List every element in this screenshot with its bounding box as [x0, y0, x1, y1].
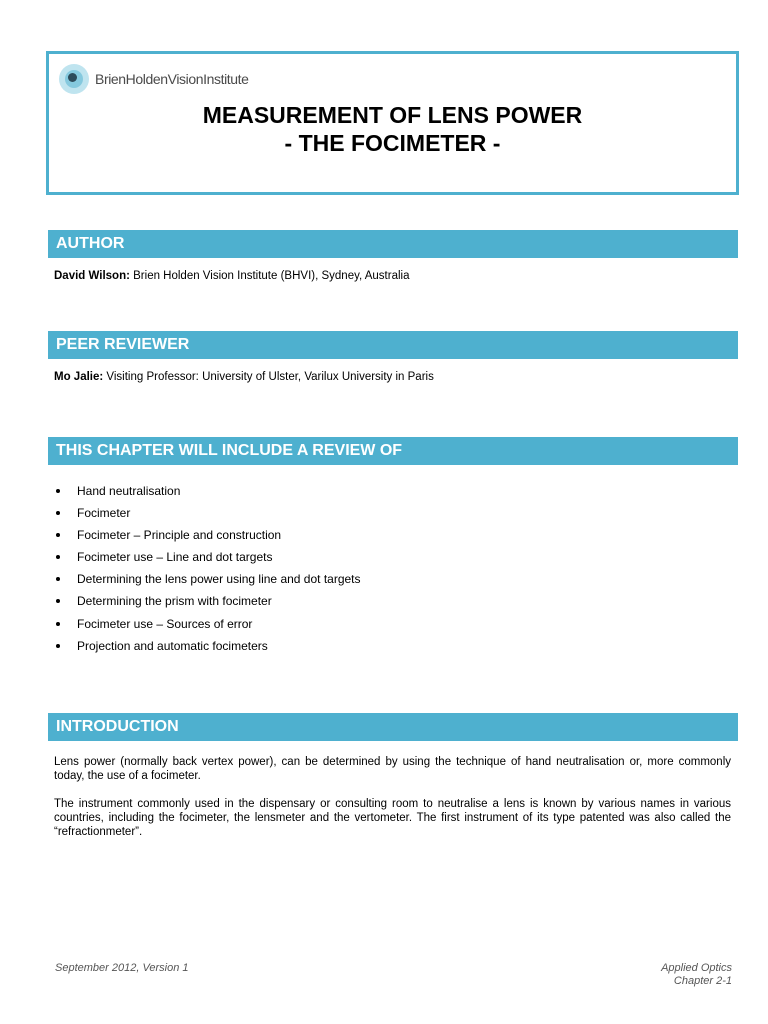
list-item: Hand neutralisation — [54, 483, 361, 505]
footer-version: September 2012, Version 1 — [55, 962, 189, 974]
review-heading: THIS CHAPTER WILL INCLUDE A REVIEW OF — [48, 437, 738, 465]
peer-reviewer-name: Mo Jalie: — [54, 371, 104, 383]
title-line-2: - THE FOCIMETER - — [284, 130, 501, 156]
list-item: Focimeter — [54, 505, 361, 527]
peer-reviewer-line — [54, 371, 434, 383]
list-item: Projection and automatic focimeters — [54, 638, 361, 660]
peer-reviewer-detail: Visiting Professor: University of Ulster, Varilux University in Paris — [103, 371, 434, 383]
bullet-icon — [56, 577, 60, 581]
list-item: Determining the prism with focimeter — [54, 593, 361, 615]
footer-chapter-number: Chapter 2-1 — [673, 975, 732, 987]
footer-chapter — [661, 962, 732, 988]
bullet-icon — [56, 489, 60, 493]
bullet-icon — [56, 622, 60, 626]
author-detail: Brien Holden Vision Institute (BHVI), Sydney, Australia — [129, 270, 410, 282]
eye-logo-icon — [59, 64, 89, 94]
logo-text: BrienHoldenVisionInstitute — [95, 71, 249, 87]
author-name: David Wilson: — [54, 270, 130, 282]
list-item: Focimeter use – Line and dot targets — [54, 549, 361, 571]
bullet-icon — [56, 511, 60, 515]
title-box — [46, 51, 739, 195]
bullet-icon — [56, 555, 60, 559]
bullet-icon — [56, 533, 60, 537]
author-line — [54, 270, 409, 282]
bullet-icon — [56, 599, 60, 603]
introduction-paragraph-2: The instrument commonly used in the dispensary or consulting room to neutralise a lens is known by various names in various countries, including the focimeter, the lensmeter and the vertometer. The first instrument of its type patented was also called the “refractionmeter”. — [54, 798, 731, 838]
list-item: Focimeter use – Sources of error — [54, 616, 361, 638]
author-heading: AUTHOR — [48, 230, 738, 258]
title-line-1: MEASUREMENT OF LENS POWER — [202, 102, 583, 128]
footer-book-title: Applied Optics — [661, 962, 732, 974]
peer-reviewer-heading: PEER REVIEWER — [48, 331, 738, 359]
document-title — [49, 101, 736, 157]
introduction-paragraph-1: Lens power (normally back vertex power), can be determined by using the technique of hand neutralisation or, more commonly today, the use of a focimeter. — [54, 756, 731, 782]
review-list — [54, 483, 361, 660]
list-item: Determining the lens power using line and dot targets — [54, 571, 361, 593]
bullet-icon — [56, 644, 60, 648]
list-item: Focimeter – Principle and construction — [54, 527, 361, 549]
brand-logo — [59, 62, 249, 96]
introduction-heading: INTRODUCTION — [48, 713, 738, 741]
